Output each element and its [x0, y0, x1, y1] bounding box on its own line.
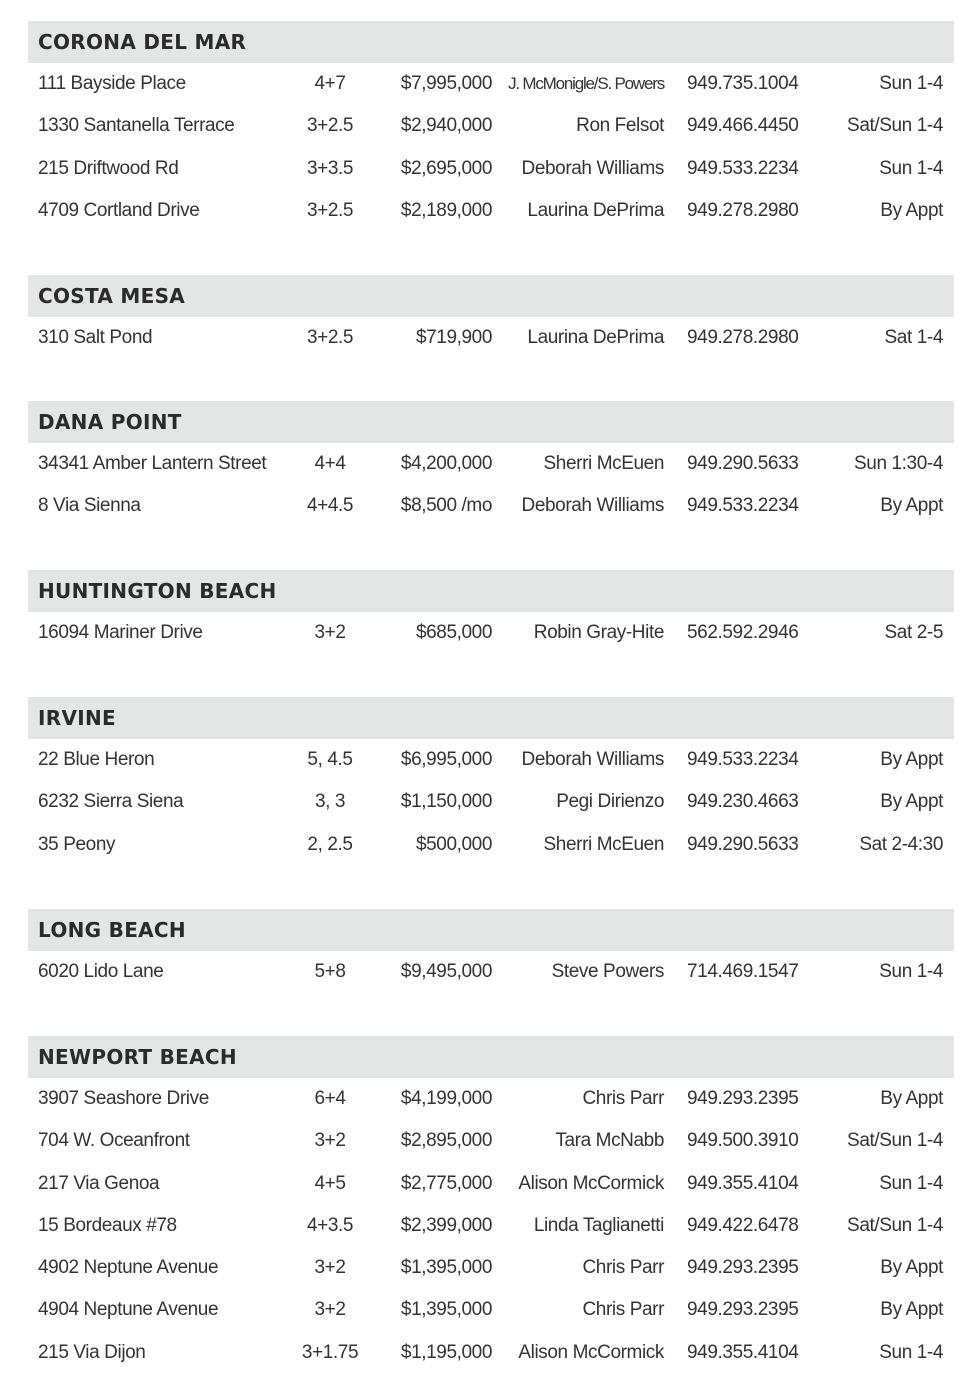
agent-cell: Ron Felsot [576, 115, 664, 137]
open-house-time-cell: Sun 1:30-4 [854, 453, 943, 474]
agent-cell: Deborah Williams [521, 749, 664, 770]
agent-cell: Chris Parr [582, 1088, 664, 1109]
beds-baths-cell: 3+3.5 [306, 157, 354, 179]
price-cell: $1,150,000 [400, 791, 492, 813]
address-cell: 217 Via Genoa [38, 1172, 160, 1194]
price-cell: $500,000 [415, 833, 492, 855]
open-house-time-cell: Sat 1-4 [884, 327, 943, 348]
open-house-time-cell: Sun 1-4 [879, 73, 943, 94]
price-cell: $2,399,000 [400, 1214, 492, 1236]
phone-cell: 949.293.2395 [687, 1257, 799, 1279]
listing-row [28, 105, 954, 147]
phone-cell: 949.230.4663 [687, 791, 799, 813]
open-house-time-cell: By Appt [880, 749, 943, 770]
price-cell: $685,000 [415, 622, 492, 643]
beds-baths-cell: 4+5 [314, 1172, 346, 1194]
listing-row [28, 443, 954, 485]
beds-baths-cell: 4+3.5 [306, 1214, 354, 1236]
address-cell: 6020 Lido Lane [38, 961, 164, 982]
agent-cell: J. McMonigle/S. Powers [508, 74, 664, 93]
listing-row [28, 739, 954, 781]
beds-baths-cell: 4+4.5 [306, 495, 354, 517]
city-section [28, 275, 954, 359]
open-house-time-cell: By Appt [880, 199, 943, 221]
price-cell: $9,495,000 [400, 961, 492, 982]
city-section [28, 21, 954, 232]
open-house-time-cell: By Appt [880, 1257, 943, 1279]
price-cell: $2,895,000 [400, 1130, 492, 1152]
city-section [28, 1036, 954, 1374]
phone-cell: 949.278.2980 [687, 327, 799, 348]
price-cell: $1,395,000 [400, 1257, 492, 1279]
address-cell: 4709 Cortland Drive [38, 199, 200, 221]
price-cell: $719,900 [415, 327, 492, 348]
beds-baths-cell: 5+8 [314, 961, 346, 982]
beds-baths-cell: 6+4 [314, 1088, 346, 1109]
beds-baths-cell: 4+4 [314, 453, 346, 474]
address-cell: 215 Via Dijon [38, 1341, 146, 1363]
city-heading: LONG BEACH [28, 909, 954, 951]
phone-cell: 949.500.3910 [687, 1130, 799, 1152]
listing-row [28, 1078, 954, 1120]
listing-row [28, 951, 954, 993]
address-cell: 4904 Neptune Avenue [38, 1299, 219, 1321]
agent-cell: Sherri McEuen [543, 453, 664, 474]
phone-cell: 949.290.5633 [687, 833, 799, 855]
beds-baths-cell: 4+7 [314, 73, 346, 94]
beds-baths-cell: 3+2.5 [306, 199, 354, 221]
city-heading: HUNTINGTON BEACH [28, 570, 954, 612]
phone-cell: 949.355.4104 [687, 1341, 799, 1363]
open-house-time-cell: Sat 2-4:30 [859, 833, 943, 855]
open-house-time-cell: Sat/Sun 1-4 [847, 115, 943, 137]
beds-baths-cell: 2, 2.5 [307, 833, 353, 855]
phone-cell: 949.533.2234 [687, 495, 799, 517]
listing-row [28, 1205, 954, 1247]
open-house-time-cell: By Appt [880, 791, 943, 813]
address-cell: 8 Via Sienna [38, 495, 141, 517]
open-house-time-cell: Sun 1-4 [879, 1341, 943, 1363]
phone-cell: 949.293.2395 [687, 1299, 799, 1321]
city-heading: COSTA MESA [28, 275, 954, 317]
address-cell: 4902 Neptune Avenue [38, 1257, 219, 1279]
phone-cell: 949.290.5633 [687, 453, 799, 474]
beds-baths-cell: 3+2.5 [306, 115, 354, 137]
address-cell: 215 Driftwood Rd [38, 157, 179, 179]
address-cell: 16094 Mariner Drive [38, 622, 203, 643]
beds-baths-cell: 3, 3 [314, 791, 346, 813]
beds-baths-cell: 3+2.5 [306, 327, 354, 348]
agent-cell: Deborah Williams [521, 157, 664, 179]
phone-cell: 949.533.2234 [687, 157, 799, 179]
listing-row [28, 148, 954, 190]
agent-cell: Steve Powers [551, 961, 664, 982]
phone-cell: 562.592.2946 [687, 622, 799, 643]
price-cell: $2,189,000 [400, 199, 492, 221]
listing-row [28, 824, 954, 866]
listing-row [28, 1289, 954, 1331]
address-cell: 704 W. Oceanfront [38, 1130, 190, 1152]
agent-cell: Laurina DePrima [527, 199, 664, 221]
city-heading: IRVINE [28, 697, 954, 739]
price-cell: $4,200,000 [400, 453, 492, 474]
city-heading: NEWPORT BEACH [28, 1036, 954, 1078]
agent-cell: Chris Parr [582, 1299, 664, 1321]
agent-cell: Robin Gray-Hite [533, 622, 664, 643]
address-cell: 6232 Sierra Siena [38, 791, 184, 813]
phone-cell: 714.469.1547 [687, 961, 799, 982]
phone-cell: 949.278.2980 [687, 199, 799, 221]
listing-row [28, 1120, 954, 1162]
agent-cell: Laurina DePrima [527, 327, 664, 348]
agent-cell: Alison McCormick [518, 1172, 664, 1194]
price-cell: $2,775,000 [400, 1172, 492, 1194]
beds-baths-cell: 5, 4.5 [307, 749, 353, 770]
phone-cell: 949.533.2234 [687, 749, 799, 770]
price-cell: $2,940,000 [400, 115, 492, 137]
open-house-time-cell: Sat/Sun 1-4 [847, 1214, 943, 1236]
agent-cell: Tara McNabb [555, 1130, 664, 1152]
address-cell: 1330 Santanella Terrace [38, 115, 235, 137]
address-cell: 310 Salt Pond [38, 327, 153, 348]
price-cell: $8,500 /mo [400, 495, 492, 517]
agent-cell: Linda Taglianetti [533, 1214, 664, 1236]
beds-baths-cell: 3+2 [314, 622, 346, 643]
listing-row [28, 781, 954, 823]
city-heading: DANA POINT [28, 401, 954, 443]
city-heading: CORONA DEL MAR [28, 21, 954, 63]
agent-cell: Pegi Dirienzo [556, 791, 664, 813]
price-cell: $4,199,000 [400, 1088, 492, 1109]
listing-row [28, 1247, 954, 1289]
listing-row [28, 612, 954, 654]
price-cell: $1,195,000 [400, 1341, 492, 1363]
listing-row [28, 190, 954, 232]
address-cell: 35 Peony [38, 833, 116, 855]
price-cell: $6,995,000 [400, 749, 492, 770]
listing-row [28, 317, 954, 359]
address-cell: 34341 Amber Lantern Street [38, 453, 267, 474]
city-section [28, 401, 954, 528]
city-section [28, 570, 954, 654]
city-section [28, 697, 954, 866]
open-house-time-cell: Sun 1-4 [879, 961, 943, 982]
price-cell: $2,695,000 [400, 157, 492, 179]
open-house-time-cell: Sun 1-4 [879, 157, 943, 179]
open-house-time-cell: Sat/Sun 1-4 [847, 1130, 943, 1152]
listing-row [28, 1163, 954, 1205]
listing-row [28, 63, 954, 105]
open-house-time-cell: By Appt [880, 1088, 943, 1109]
beds-baths-cell: 3+1.75 [301, 1341, 359, 1363]
beds-baths-cell: 3+2 [314, 1257, 346, 1279]
open-house-time-cell: By Appt [880, 495, 943, 517]
open-house-time-cell: Sat 2-5 [884, 622, 943, 643]
agent-cell: Sherri McEuen [543, 833, 664, 855]
agent-cell: Chris Parr [582, 1257, 664, 1279]
agent-cell: Alison McCormick [518, 1341, 664, 1363]
address-cell: 3907 Seashore Drive [38, 1088, 209, 1109]
listing-row [28, 1332, 954, 1374]
phone-cell: 949.466.4450 [687, 115, 799, 137]
agent-cell: Deborah Williams [521, 495, 664, 517]
phone-cell: 949.422.6478 [687, 1214, 799, 1236]
beds-baths-cell: 3+2 [314, 1130, 346, 1152]
phone-cell: 949.735.1004 [687, 73, 799, 94]
open-house-time-cell: Sun 1-4 [879, 1172, 943, 1194]
price-cell: $7,995,000 [400, 73, 492, 94]
phone-cell: 949.355.4104 [687, 1172, 799, 1194]
listing-row [28, 485, 954, 527]
address-cell: 15 Bordeaux #78 [38, 1214, 177, 1236]
price-cell: $1,395,000 [400, 1299, 492, 1321]
address-cell: 22 Blue Heron [38, 749, 155, 770]
address-cell: 111 Bayside Place [38, 73, 186, 94]
phone-cell: 949.293.2395 [687, 1088, 799, 1109]
beds-baths-cell: 3+2 [314, 1299, 346, 1321]
city-section [28, 909, 954, 993]
open-house-time-cell: By Appt [880, 1299, 943, 1321]
